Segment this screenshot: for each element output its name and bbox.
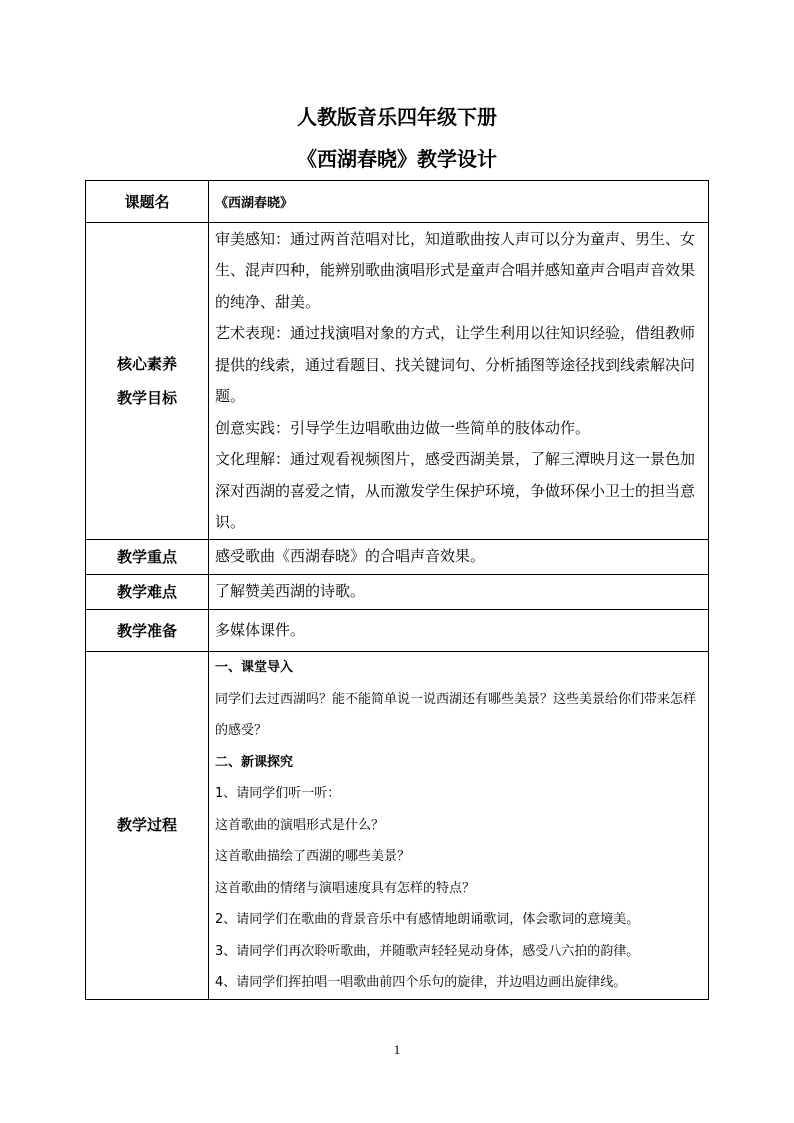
process-content [209, 652, 709, 1000]
difficulty-label: 教学难点 [86, 575, 209, 610]
process-item: 2、请同学们在歌曲的背景音乐中有感情地朗诵歌词，体会歌词的意境美。 [215, 912, 640, 927]
process-item: 这首歌曲的演唱形式是什么？ [215, 817, 385, 833]
process-item: 这首歌曲的情绪与演唱速度具有怎样的特点？ [215, 880, 476, 896]
topic-value: 《西湖春晓》 [209, 181, 709, 223]
preparation-value: 多媒体课件。 [209, 610, 709, 652]
goal-cultural-understanding: 文化理解：通过观看视频图片，感受西湖美景，了解三潭映月这一景色加深对西湖的喜爱之情，从而激发学生保护环境，争做环保小卫士的担当意识。 [215, 450, 696, 531]
goals-label: 核心素养 教学目标 [86, 223, 209, 540]
process-item: 3、请同学们再次聆听歌曲，并随歌声轻轻晃动身体，感受八六拍的韵律。 [215, 943, 640, 959]
process-item: 4、请同学们挥拍唱一唱歌曲前四个乐句的旋律，并边唱边画出旋律线。 [215, 975, 627, 990]
document-title-line1: 人教版音乐四年级下册 [297, 105, 497, 129]
row-difficulty [86, 575, 709, 610]
section-intro-title: 一、课堂导入 [215, 660, 294, 675]
row-process [86, 652, 709, 1000]
section-intro-text: 同学们去过西湖吗？能不能简单说一说西湖还有哪些美景？这些美景给你们带来怎样的感受？ [215, 691, 697, 738]
goal-artistic-expression: 艺术表现：通过找演唱对象的方式，让学生利用以往知识经验，借组教师提供的线索，通过看题目、找关键词句、分析插图等途径找到线索解决问题。 [215, 324, 696, 405]
row-topic [86, 181, 709, 223]
lesson-plan-table [85, 180, 709, 1000]
process-item: 1、请同学们听一听： [215, 786, 341, 801]
row-focus [86, 540, 709, 575]
page-number: 1 [393, 1042, 401, 1057]
focus-value: 感受歌曲《西湖春晓》的合唱声音效果。 [209, 540, 709, 575]
difficulty-value: 了解赞美西湖的诗歌。 [209, 575, 709, 610]
goals-content [209, 223, 709, 540]
row-goals [86, 223, 709, 540]
topic-label: 课题名 [86, 181, 209, 223]
goal-creative-practice: 创意实践：引导学生边唱歌曲边做一些简单的肢体动作。 [215, 418, 591, 437]
focus-label: 教学重点 [86, 540, 209, 575]
row-preparation [86, 610, 709, 652]
goal-aesthetic-perception: 审美感知：通过两首范唱对比，知道歌曲按人声可以分为童声、男生、女生、混声四种，能辨别歌曲演唱形式是童声合唱并感知童声合唱声音效果的纯净、甜美。 [215, 229, 696, 311]
process-item: 这首歌曲描绘了西湖的哪些美景？ [215, 849, 411, 864]
section-explore-title: 二、新课探究 [215, 754, 294, 770]
preparation-label: 教学准备 [86, 610, 209, 652]
document-title-line2: 《西湖春晓》教学设计 [297, 147, 497, 171]
process-label: 教学过程 [86, 652, 209, 1000]
